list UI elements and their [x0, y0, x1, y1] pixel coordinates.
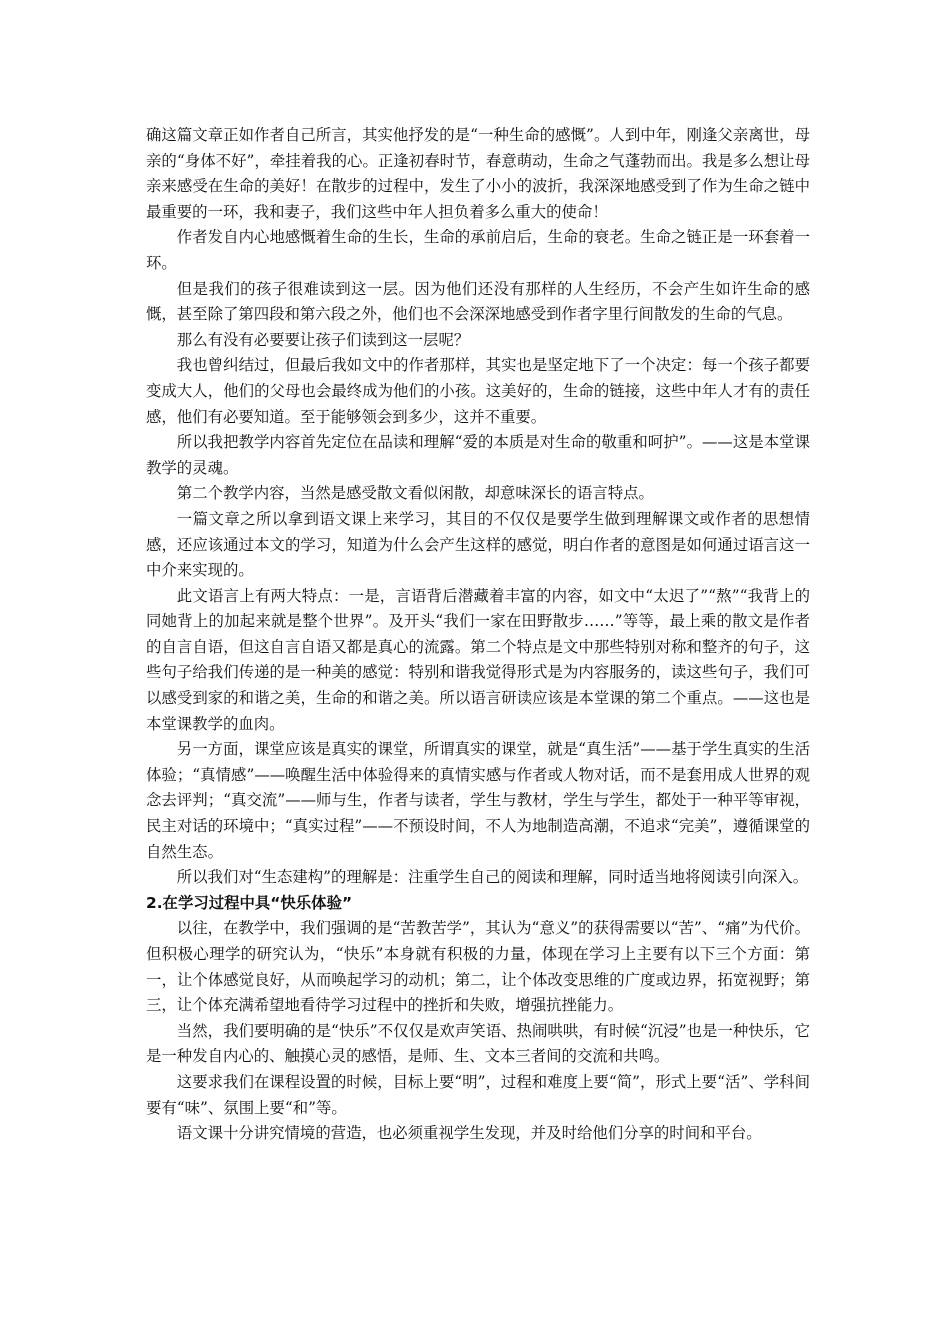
paragraph: 当然，我们要明确的是“快乐”不仅仅是欢声笑语、热闹哄哄，有时候“沉浸”也是一种快乐，它是一种发自内心的、触摸心灵的感悟，是师、生、文本三者间的交流和共鸣。 — [146, 1021, 810, 1066]
paragraph: 但是我们的孩子很难读到这一层。因为他们还没有那样的人生经历，不会产生如许生命的感慨，甚至除了第四段和第六段之外，他们也不会深深地感受到作者字里行间散发的生命的气息。 — [146, 279, 810, 324]
paragraph: 以往，在教学中，我们强调的是“苦教苦学”，其认为“意义”的获得需要以“苦”、“痛”为代价。但积极心理学的研究认为，“快乐”本身就有积极的力量，体现在学习上主要有以下三个方面：第一，让个体感觉良好，从而唤起学习的动机；第二，让个体改变思维的广度或边界，拓宽视野；第三，让个体充满希望地看待学习过程中的挫折和失败，增强抗挫能力。 — [146, 919, 810, 1015]
paragraph: 作者发自内心地感慨着生命的生长，生命的承前启后，生命的衰老。生命之链正是一环套着一环。 — [146, 228, 810, 272]
paragraph: 另一方面，课堂应该是真实的课堂，所谓真实的课堂，就是“真生活”——基于学生真实的生活体验；“真情感”——唤醒生活中体验得来的真情实感与作者或人物对话，而不是套用成人世界的观念去评判；“真交流”——师与生，作者与读者，学生与教材，学生与学生，都处于一种平等审视，民主对话的环境中；“真实过程”——不预设时间，不人为地制造高潮，不追求“完美”，遵循课堂的自然生态。 — [146, 740, 810, 861]
paragraph: 所以我把教学内容首先定位在品读和理解“爱的本质是对生命的敬重和呵护”。——这是本堂课教学的灵魂。 — [146, 433, 810, 477]
paragraph: 所以我们对“生态建构”的理解是：注重学生自己的阅读和理解，同时适当地将阅读引向深入。 — [176, 868, 809, 887]
paragraph: 这要求我们在课程设置的时候，目标上要“明”，过程和难度上要“简”，形式上要“活”、学科间要有“味”、氛围上要“和”等。 — [146, 1072, 810, 1117]
section-heading: 2.在学习过程中具“快乐体验” — [146, 893, 353, 912]
paragraph: 语文课十分讲究情境的营造，也必须重视学生发现，并及时给他们分享的时间和平台。 — [176, 1124, 762, 1143]
paragraph: 此文语言上有两大特点：一是，言语背后潜藏着丰富的内容，如文中“太迟了”“熬”“我背上的同她背上的加起来就是整个世界”。及开头“我们一家在田野散步……”等等，最上乘的散文是作者的自言自语，但这自言自语又都是真心的流露。第二个特点是文中那些特别对称和整齐的句子，这些句子给我们传递的是一种美的感觉：特别和谐我觉得形式是为内容服务的，读这些句子，我们可以感受到家的和谐之美，生命的和谐之美。所以语言研读应该是本堂课的第二个重点。——这也是本堂课教学的血肉。 — [146, 586, 810, 733]
document-page — [146, 123, 810, 1147]
paragraph: 那么有没有必要要让孩子们读到这一层呢？ — [176, 330, 470, 349]
paragraph: 一篇文章之所以拿到语文课上来学习，其目的不仅仅是要学生做到理解课文或作者的思想情感，还应该通过本文的学习，知道为什么会产生这样的感觉，明白作者的意图是如何通过语言这一中介来实现的。 — [146, 509, 810, 580]
paragraph: 第二个教学内容，当然是感受散文看似闲散，却意味深长的语言特点。 — [176, 484, 654, 503]
paragraph: 我也曾纠结过，但最后我如文中的作者那样，其实也是坚定地下了一个决定：每一个孩子都要变成大人，他们的父母也会最终成为他们的小孩。这美好的，生命的链接，这些中年人才有的责任感，他们有必要知道。至于能够领会到多少，这并不重要。 — [146, 356, 810, 426]
paragraph: 确这篇文章正如作者自己所言，其实他抒发的是“一种生命的感慨”。人到中年，刚逢父亲离世，母亲的“身体不好”，牵挂着我的心。正逢初春时节，春意萌动，生命之气蓬勃而出。我是多么想让母亲来感受在生命的美好！在散步的过程中，发生了小小的波折，我深深地感受到了作为生命之链中最重要的一环，我和妻子，我们这些中年人担负着多么重大的使命！ — [146, 126, 810, 221]
